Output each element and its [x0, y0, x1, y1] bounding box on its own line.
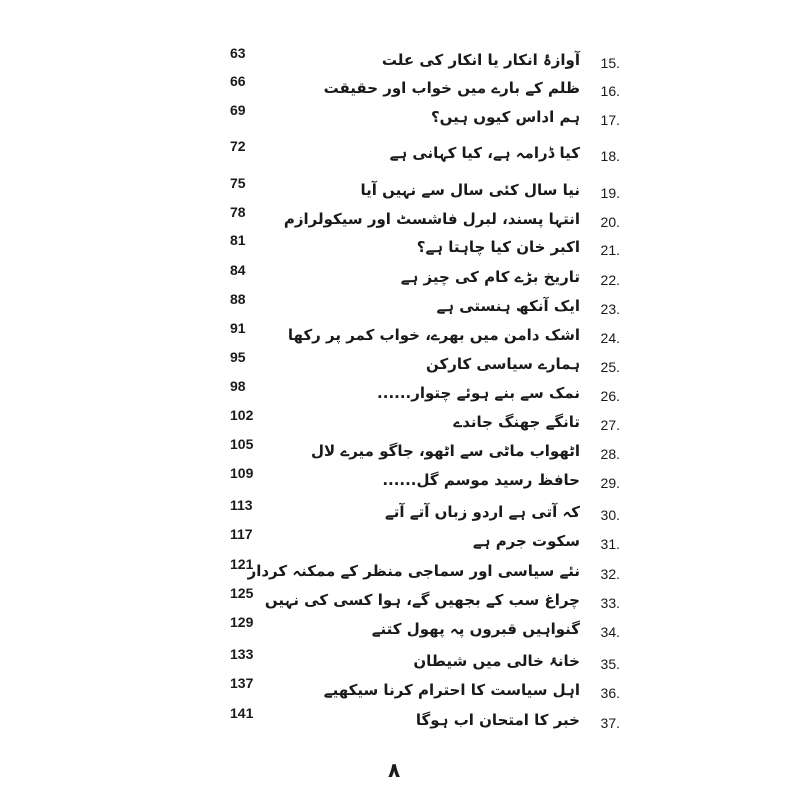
- toc-title: تانگے جھنگ جاندے: [453, 413, 580, 431]
- toc-page-number: 109: [230, 465, 254, 481]
- toc-page-number: 129: [230, 614, 254, 630]
- toc-entry-number: 35.: [600, 656, 620, 672]
- toc-page-number: 117: [230, 526, 253, 542]
- toc-title: آوازۂ انکار یا انکار کی علت: [381, 51, 580, 69]
- toc-entry: [200, 407, 620, 435]
- toc-page-number: 84: [230, 262, 246, 278]
- toc-entry-number: 18.: [600, 148, 620, 164]
- toc-entry-number: 30.: [600, 507, 620, 523]
- toc-title: حافظ رسید موسم گل......: [382, 471, 580, 489]
- toc-page-number: 78: [230, 204, 246, 220]
- toc-entry-number: 27.: [600, 417, 620, 433]
- toc-entry: [200, 175, 620, 203]
- toc-entry-number: 23.: [600, 301, 620, 317]
- toc-page-number: 69: [230, 102, 246, 118]
- toc-entry-number: 32.: [600, 566, 620, 582]
- toc-entry-number: 19.: [600, 185, 620, 201]
- toc-title: کیا ڈرامہ ہے، کیا کہانی ہے: [389, 144, 580, 162]
- toc-entry: [200, 262, 620, 290]
- toc-page-number: 133: [230, 646, 254, 662]
- toc-title: ہم اداس کیوں ہیں؟: [430, 108, 580, 126]
- toc-entry-number: 34.: [600, 624, 620, 640]
- toc-title: اٹھواب ماٹی سے اٹھو، جاگو میرے لال: [311, 442, 580, 460]
- toc-title: اکبر خان کیا چاہتا ہے؟: [416, 238, 580, 256]
- toc-page-number: 75: [230, 175, 246, 191]
- toc-page-number: 105: [230, 436, 254, 452]
- toc-entry-number: 28.: [600, 446, 620, 462]
- toc-page-number: 72: [230, 138, 246, 154]
- toc-title: نیا سال کئی سال سے نہیں آیا: [360, 181, 580, 199]
- toc-entry-number: 37.: [600, 715, 620, 731]
- toc-title: کہ آتی ہے اردو زباں آتے آتے: [385, 503, 580, 521]
- toc-page-number: 125: [230, 585, 254, 601]
- toc-title: خانۂ خالی میں شیطان: [413, 652, 580, 670]
- toc-entry: [200, 585, 620, 613]
- toc-entry: [200, 556, 620, 584]
- toc-entry-number: 21.: [600, 242, 620, 258]
- toc-entry: [200, 497, 620, 525]
- toc-entry: [200, 45, 620, 73]
- toc-entry: [200, 102, 620, 130]
- toc-entry: [200, 320, 620, 348]
- toc-entry-number: 22.: [600, 272, 620, 288]
- toc-entry-number: 26.: [600, 388, 620, 404]
- toc-entry-number: 33.: [600, 595, 620, 611]
- toc-entry-number: 36.: [600, 685, 620, 701]
- toc-entry: [200, 675, 620, 703]
- toc-entry-number: 25.: [600, 359, 620, 375]
- toc-entry: [200, 705, 620, 733]
- toc-entry-number: 20.: [600, 214, 620, 230]
- toc-entry: [200, 378, 620, 406]
- toc-title: ایک آنکھ ہنستی ہے: [436, 297, 580, 315]
- toc-page-number: 88: [230, 291, 246, 307]
- toc-entry-number: 16.: [600, 83, 620, 99]
- toc-title: ہمارے سیاسی کارکن: [426, 355, 580, 373]
- toc-entry: [200, 465, 620, 493]
- toc-title: تاریخ بڑے کام کی چیز ہے: [400, 268, 580, 286]
- page-number-footer: ۸: [388, 758, 401, 782]
- toc-title: ظلم کے بارے میں خواب اور حقیقت: [323, 79, 580, 97]
- toc-page-number: 137: [230, 675, 254, 691]
- toc-entry: [200, 436, 620, 464]
- toc-entry-number: 24.: [600, 330, 620, 346]
- toc-entry: [200, 138, 620, 166]
- toc-page-number: 91: [230, 320, 246, 336]
- toc-title: چراغ سب کے بجھیں گے، ہوا کسی کی نہیں: [264, 591, 580, 609]
- toc-title: نمک سے بنے ہوئے چتوار......: [377, 384, 580, 402]
- toc-page-number: 63: [230, 45, 246, 61]
- toc-entry-number: 29.: [600, 475, 620, 491]
- toc-entry: [200, 232, 620, 260]
- toc-entry: [200, 526, 620, 554]
- toc-page-number: 102: [230, 407, 254, 423]
- toc-entry: [200, 73, 620, 101]
- toc-page-number: 81: [230, 232, 246, 248]
- toc-page-number: 95: [230, 349, 246, 365]
- toc-entry-number: 31.: [600, 536, 620, 552]
- toc-entry: [200, 349, 620, 377]
- toc-title: خبر کا امتحان اب ہوگا: [415, 711, 580, 729]
- toc-entry: [200, 204, 620, 232]
- toc-page-number: 141: [230, 705, 254, 721]
- toc-title: سکوت جرم ہے: [472, 532, 580, 550]
- toc-entry: [200, 614, 620, 642]
- toc-title: انتہا پسند، لبرل فاشسٹ اور سیکولرازم: [283, 210, 580, 228]
- toc-entry: [200, 291, 620, 319]
- toc-page-number: 113: [230, 497, 253, 513]
- toc-title: اشک دامن میں بھرے، خواب کمر پر رکھا: [287, 326, 580, 344]
- toc-title: گنواہیں قبروں پہ پھول کتنے: [371, 620, 580, 638]
- toc-page-number: 98: [230, 378, 246, 394]
- toc-title: نئے سیاسی اور سماجی منظر کے ممکنہ کردار: [247, 562, 580, 580]
- toc-entry: [200, 646, 620, 674]
- toc-entry-number: 17.: [600, 112, 620, 128]
- toc-page-number: 121: [230, 556, 254, 572]
- toc-entry-number: 15.: [600, 55, 620, 71]
- toc-title: اہل سیاست کا احترام کرنا سیکھیے: [323, 681, 580, 699]
- toc-page-number: 66: [230, 73, 246, 89]
